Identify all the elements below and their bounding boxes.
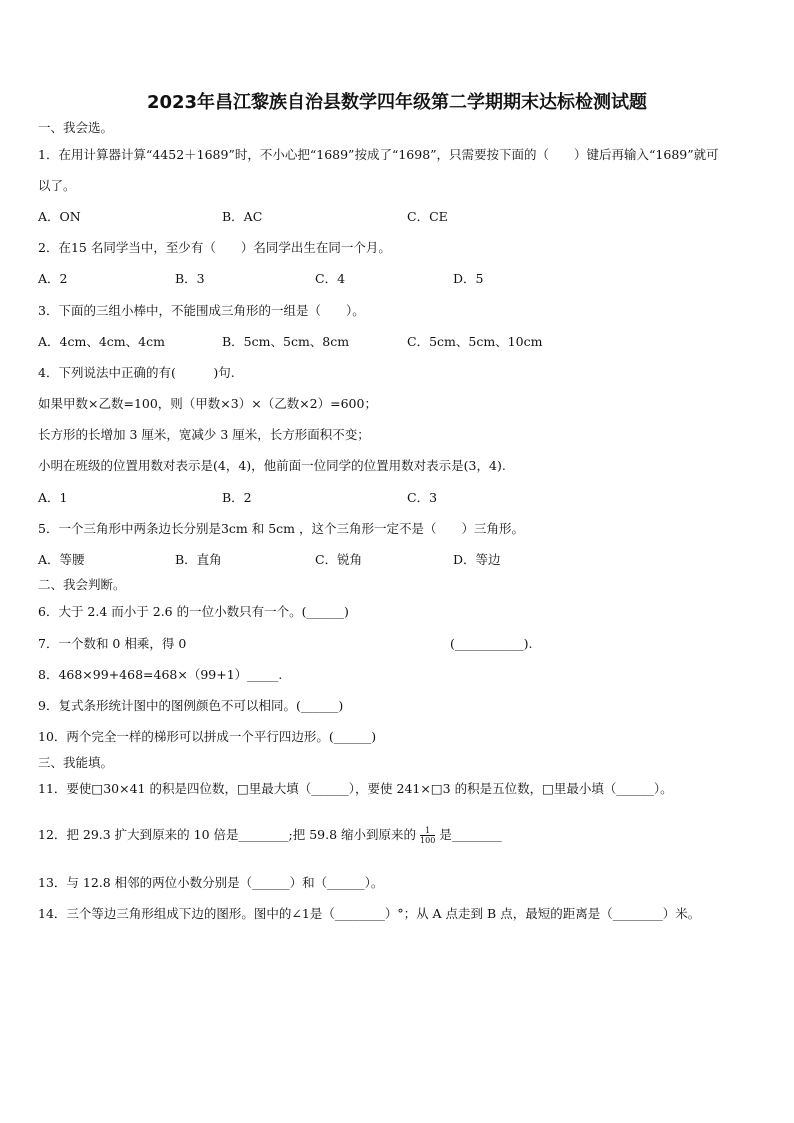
- question-7: 7．一个数和 0 相乘，得 0: [38, 636, 187, 651]
- q2-option-d: D．5: [453, 271, 484, 286]
- question-6: 6．大于 2.4 而小于 2.6 的一位小数只有一个。(______): [38, 604, 349, 619]
- question-12: [38, 826, 502, 845]
- q3-option-a: A．4cm、4cm、4cm: [38, 334, 165, 349]
- q1-option-b: B．AC: [222, 209, 263, 224]
- page-title: 2023年昌江黎族自治县数学四年级第二学期期末达标检测试题: [146, 92, 648, 113]
- question-5: 5．一个三角形中两条边长分别是3cm 和 5cm ，这个三角形一定不是（ ）三角形。: [38, 521, 524, 536]
- question-3: 3．下面的三组小棒中，不能围成三角形的一组是（ ）。: [38, 303, 365, 318]
- q4-option-c: C．3: [407, 490, 438, 505]
- question-8: 8．468×99+468=468×（99+1）_____.: [38, 667, 283, 682]
- section-heading-fill: 三、我能填。: [38, 755, 114, 770]
- q5-option-c: C．锐角: [315, 552, 363, 567]
- q3-option-b: B．5cm、5cm、8cm: [222, 334, 350, 349]
- q12-text-end: 是________: [439, 827, 502, 842]
- question-11: 11．要使□30×41 的积是四位数，□里最大填（______），要使 241×□3 的积是五位数，□里最小填（______）。: [38, 781, 673, 796]
- question-13: 13．与 12.8 相邻的两位小数分别是（______）和（______）。: [38, 875, 384, 890]
- q4-statement-3: 小明在班级的位置用数对表示是(4，4)，他前面一位同学的位置用数对表示是(3，4).: [38, 458, 506, 473]
- q5-option-b: B．直角: [175, 552, 222, 567]
- section-heading-choice: 一、我会选。: [38, 120, 114, 135]
- q5-option-a: A．等腰: [38, 552, 85, 567]
- question-1: 1．在用计算器计算“4452＋1689”时，不小心把“1689”按成了“1698”，只需要按下面的（ ）键后再输入“1689”就可: [38, 147, 719, 162]
- q4-option-a: A．1: [38, 490, 68, 505]
- q4-statement-1: 如果甲数×乙数=100，则（甲数×3）×（乙数×2）=600；: [38, 396, 377, 411]
- q5-option-d: D．等边: [453, 552, 501, 567]
- q12-fraction-numerator: 1: [420, 826, 435, 836]
- q1-option-c: C．CE: [407, 209, 448, 224]
- question-1-continued: 以了。: [38, 178, 76, 193]
- q12-fraction: [420, 826, 435, 845]
- q4-option-b: B．2: [222, 490, 252, 505]
- q4-statement-2: 长方形的长增加 3 厘米，宽减少 3 厘米，长方形面积不变；: [38, 427, 370, 442]
- question-10: 10．两个完全一样的梯形可以拼成一个平行四边形。(______): [38, 729, 377, 744]
- q3-option-c: C．5cm、5cm、10cm: [407, 334, 543, 349]
- section-heading-judge: 二、我会判断。: [38, 577, 126, 592]
- q1-option-a: A．ON: [38, 209, 81, 224]
- question-9: 9．复式条形统计图中的图例颜色不可以相同。(______): [38, 698, 344, 713]
- q12-text-start: 12．把 29.3 扩大到原来的 10 倍是________;把 59.8 缩小到原来的: [38, 827, 417, 842]
- q2-option-c: C．4: [315, 271, 346, 286]
- q12-fraction-denominator: 100: [420, 836, 436, 845]
- question-2: 2．在15 名同学当中，至少有（ ）名同学出生在同一个月。: [38, 240, 391, 255]
- q2-option-b: B．3: [175, 271, 205, 286]
- question-4: 4．下列说法中正确的有( )句.: [38, 365, 235, 380]
- q7-answer-blank: (___________).: [450, 636, 533, 651]
- q2-option-a: A．2: [38, 271, 68, 286]
- question-14: 14．三个等边三角形组成下边的图形。图中的∠1是（________）°；从 A 点走到 B 点，最短的距离是（________）米。: [38, 906, 701, 921]
